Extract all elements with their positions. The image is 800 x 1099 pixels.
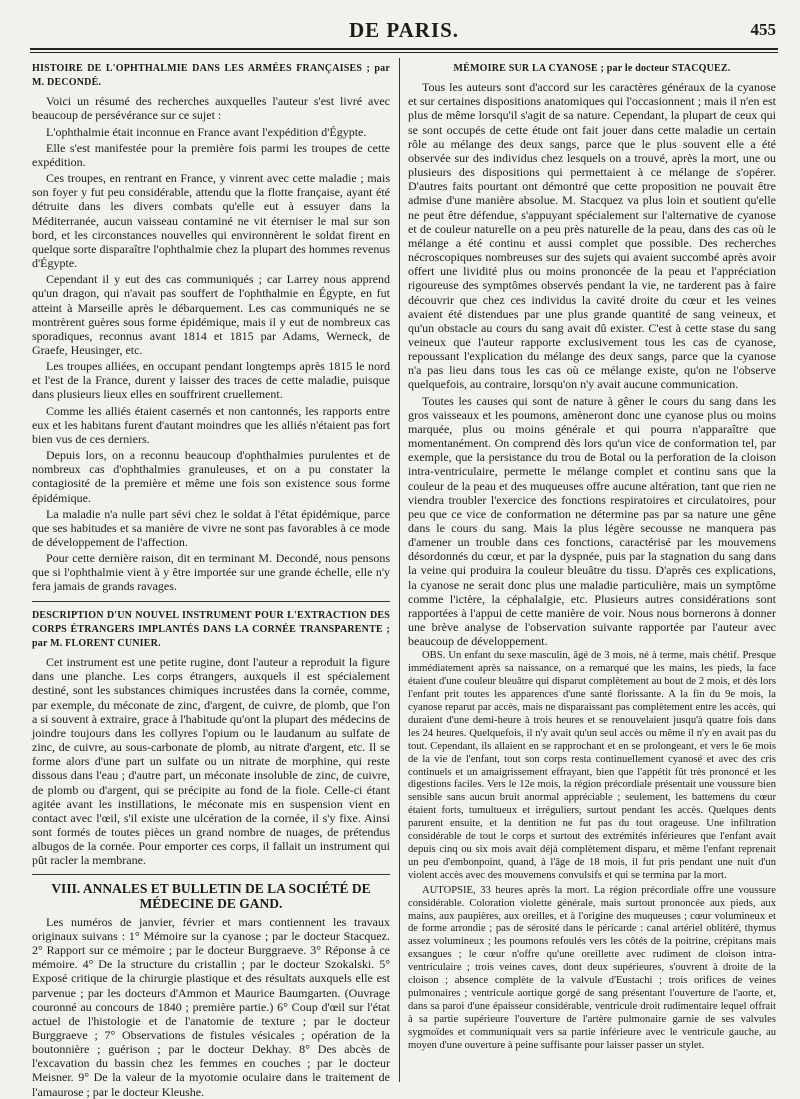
right-column <box>408 62 776 1084</box>
article-title-instrument: DESCRIPTION D'UN NOUVEL INSTRUMENT POUR L'EXTRACTION DES CORPS ÉTRANGERS IMPLANTÉS DANS LA CORNÉE TRANSPARENTE ; par M. FLORENT CUNIER. <box>32 609 390 649</box>
header-rule-thin <box>30 52 778 53</box>
column-divider <box>399 58 400 1082</box>
section-separator <box>32 601 390 602</box>
paragraph: Cependant il y eut des cas communiqués ; car Larrey nous apprend qu'un dragon, qui n'avait pas souffert de l'ophthalmie en Égypte, en fut atteint à Marseille après le débarquement. Les cas communiqués ne se montrèrent guères sous forme épidémique, mais il y eut de nombreux cas sporadiques, reconnus avant 1814 et 1815 par Adams, Werneck, de Graefe, Heusinger, etc. <box>32 272 390 357</box>
paragraph: Comme les alliés étaient casernés et non cantonnés, les rapports entre eux et les habitans furent d'autant moindres que les alliés n'étaient pas fort bien vus de ces derniers. <box>32 403 390 446</box>
paragraph: La maladie n'a nulle part sévi chez le soldat à l'état épidémique, parce que ses habitudes et sa manière de vivre ne sont pas favorables à ce mode de développement de l'affection. <box>32 506 390 549</box>
paragraph: Les troupes alliées, en occupant pendant longtemps après 1815 le nord et l'est de la France, durent y laisser des traces de cette maladie, puisque dans plusieurs lieux elles en souffrirent cruellement. <box>32 359 390 402</box>
paragraph: Ces troupes, en rentrant en France, y vinrent avec cette maladie ; mais son foyer y fut peu considérable, attendu que la flotte française, ayant été détruite dans les divers combats qu'elle eut à essuyer dans la Méditerranée, aucun vaisseau contaminé ne vit éterniser le mal sur son bord, et les circonstances nouvelles qui environnèrent le soldat firent en quelque sorte disparaître l'ophthalmie chez la plupart des hommes revenus d'Égypte. <box>32 171 390 271</box>
section-title-gand: VIII. ANNALES ET BULLETIN DE LA SOCIÉTÉ DE MÉDECINE DE GAND. <box>51 881 371 911</box>
running-title: DE PARIS. <box>348 18 460 42</box>
paragraph: Toutes les causes qui sont de nature à gêner le cours du sang dans les gros vaisseaux et les poumons, amèneront donc une cyanose plus ou moins marquée, plus ou moins générale et qui pourra n'apparaître que momentanément. On comprend dès lors qu'un vice de conformation tel, par exemple, que la persistance du trou de Botal ou la perforation de la cloison intra-ventriculaire, permette le mélange complet et continu sans que la couleur de la peau et des muqueuses offre aucune altération, tant que rien ne viendra troubler l'exercice des fonctions respiratoires et circulatoires, pour peu que ce vice de conformation ne détermine pas par sa nature une gêne dans le cours du sang. Mais la plus légère secousse ne manquera pas d'amener un trouble dans ces fonctions, caractérisé par les mouvemens désordonnés du cœur, et par la dyspnée, puis par la stagnation du sang dans la veine qui produira la couleur bleuâtre du tissu. D'après ces explications, la cyanose ne serait donc plus une maladie particulière, mais un symptôme comme l'ictère, la céphalalgie, etc. Plusieurs autres considérations sont rapportées à l'appui de cette manière de voir. Nous nous bornerons à donner une brève analyse de l'observation suivante rapportée par l'auteur avec beaucoup de développement. <box>408 393 776 649</box>
paragraph: Elle s'est manifestée pour la première fois parmi les troupes de cette expédition. <box>32 140 390 169</box>
page-header <box>30 16 778 46</box>
paragraph: Tous les auteurs sont d'accord sur les caractères généraux de la cyanose et sur certaines dispositions anatomiques qui l'occasionnent ; mais il n'en est plus de même lorsqu'il s'agit de sa nature. Cependant, la plupart de ceux qui se sont occupés de cette étude ont fait jouer dans cette maladie un certain rôle au mélange des deux sangs, parce que le plus souvent elle a été observée sur des individus chez lesquels on a trouvé, après la mort, une ou plusieurs des dispositions qui permettaient à ce mélange de s'opérer. D'autres faits pourtant ont démontré que cette proposition ne pouvait être admise d'une manière absolue. M. Stacquez va plus loin et soutient qu'elle ne peut être défendue, s'appuyant spécialement sur l'alternative de cyanose et de couleur naturelle on a peu près naturelle de la peau, dans des cas où le mélange a été continu et aussi complet que possible. Des recherches nécroscopiques nombreuses sur des sujets qui avaient succombé après avoir offert une lividité plus ou moins prononcée de la peau et l'appréciation rigoureuse des symptômes observés pendant la vie, ne tarderent pas à faire découvrir que chez ces individus la cavité droite du cœur et les veines avaient été distendues par une plus grande quantité de sang veineux, et qu'un obstacle au cours du sang avait dû exister. C'est à cette stase du sang veineux que l'auteur rapporte exclusivement tous les cas de cyanose, repoussant l'explication du mélange des deux sangs, parce que la cyanose n'a pas lieu dans tous les cas où ce mélange existe, qu'on ne l'observe quelquefois, au contraire, lorsqu'on n'y avait aucune communication. <box>408 80 776 392</box>
header-rule <box>30 48 778 50</box>
paragraph: Depuis lors, on a reconnu beaucoup d'ophthalmies purulentes et de nombreux cas d'ophthalmies granuleuses, et on a pu constater la contagiosité de la première et même une fois son existence sous forme épidémique. <box>32 448 390 505</box>
observation-paragraph: OBS. Un enfant du sexe masculin, âgé de 3 mois, né à terme, mais chétif. Presque immédiatement après sa naissance, on a remarqué que les mains, les pieds, la face étaient d'une couleur bleuâtre qui disparut complètement au bout de 2 mois, et dès lors l'enfant prit toutes les apparences d'une santé florissante. A la fin du 9e mois, la cyanose reparut par accès, mais ne disparaissant pas complètement entre les accès, qui duraient d'une demi-heure à trois heures et se renouvelaient jusqu'à quatre fois dans les 24 heures. Quelquefois, il n'y avait qu'un seul accès ou même il n'y en avait pas du tout. Cependant, ils allaient en se rapprochant et en se prolongeant, et vers le 6e mois de la vie de l'enfant, tout son corps resta continuellement cyanosé et avec des cris continuels et un amaigrissement effrayant, bien que l'appétit fût très prononcé et les digestions faciles. Vers le 12e mois, la région précordiale présentait une voussure bien sensible sans aucun bruit anormal appréciable ; seulement, les battemens du cœur étaient forts, tumultueux et irréguliers, surtout pendant les accès. Quelques dents parurent ensuite, et la dentition ne fut pas du tout orageuse. Une infiltration considérable de tout le corps et surtout des extrémités inférieures que l'enfant avait depuis cinq ou six mois avait déjà complètement disparu, et même l'enfant reprenait un peu d'embonpoint, quand, à l'âge de 18 mois, il fut pris pendant une nuit d'un violent accès avec des mouvemens convulsifs et qui se termina par la mort. <box>408 650 776 881</box>
paragraph: Voici un résumé des recherches auxquelles l'auteur s'est livré avec beaucoup de persévérance sur ce sujet : <box>32 94 390 123</box>
autopsy-paragraph: AUTOPSIE, 33 heures après la mort. La région précordiale offre une voussure considérable. Coloration violette générale, mais surtout prononcée aux pieds, aux mains, aux paupières, aux oreilles, et à l'origine des muqueuses ; cœur volumineux et de forme arrondie ; pas de sérosité dans le péricarde : canal artériel oblitéré, thymus assez volumineux ; les poumons refoulés vers les côtés de la poitrine, crépitans mais exsangues ; le cœur n'offre qu'une oreillette avec rudiment de cloison intra-ventriculaire ; trois veines caves, dont deux supérieures, s'ouvrent à droite de la cloison ; absence complète de la valvule d'Eustachi ; trois orifices de veines pulmonaires ; ventricule aortique gorgé de sang présentant l'ouverture de l'aorte, et, dans sa paroi d'une épaisseur considérable, ventricule droit rudimentaire lequel offrait à sa partie supérieure l'ouverture de l'artère pulmonaire garnie de ses valvules sygmoïdes et communiquait vers sa partie inférieure avec le ventricule gauche, au moyen d'une ouverture à peine suffisante pour laisser passer un stylet. <box>408 884 776 1051</box>
article-title-ophthalmie: HISTOIRE DE L'OPHTHALMIE DANS LES ARMÉES FRANÇAISES ; par M. DECONDÉ. <box>32 63 390 89</box>
paragraph: Cet instrument est une petite rugine, dont l'auteur a reproduit la figure dans une planche. Les corps étrangers, auxquels il est spécialement destiné, sont les substances chimiques incrustées dans la cornée, comme, par exemple, du méconate de zinc, d'argent, de cuivre, de plomb, que l'on a si souvent à extraire, grace à l'habitude qu'ont la plupart des médecins de joindre toujours dans les collyres l'opium ou le laudanum au sulfate de zinc, de cuivre, au sous-carbonate de plomb, au nitrate d'argent, etc. Il se forme alors d'une part un sulfate ou un nitrate de morphine, qui reste dissous dans l'eau ; d'autre part, un méconate insoluble de zinc, de cuivre, de plomb ou d'argent, qui se précipite au fond de la fiole. Celle-ci étant agitée avant les instillations, le méconate mis en suspension vient en contact avec l'œil, s'il existe une ulcération de la cornée, il s'y fixe. Ainsi sont formés de toutes pièces un grand nombre de nuages, de prétendus albugos de la cornée. Pour emporter ces corps, il fallait un instrument qui pût racler la membrane. <box>32 655 390 868</box>
page-number: 455 <box>750 20 776 39</box>
paragraph: L'ophthalmie était inconnue en France avant l'expédition d'Égypte. <box>46 124 367 139</box>
left-column <box>32 62 390 1099</box>
article-title-cyanose: MÉMOIRE SUR LA CYANOSE ; par le docteur STACQUEZ. <box>453 63 731 74</box>
section-separator <box>32 874 390 875</box>
paragraph: Pour cette dernière raison, dit en terminant M. Decondé, nous pensons que si l'ophthalmie vient à y être importée sur une grande échelle, elle n'y fera jamais de grands ravages. <box>32 551 390 594</box>
paragraph: Les numéros de janvier, février et mars contiennent les travaux originaux suivans : 1° Mémoire sur la cyanose ; par le docteur Stacquez. 2° Rapport sur ce mémoire ; par le docteur Burggraeve. 3° Réponse à ce mémoire. 4° De la structure du cristallin ; par le docteur Szokalski. 5° Exposé critique de la chirurgie plastique et des résultats auxquels elle est parvenue ; par les docteurs d'Ammon et Maurice Baumgarten. (Ouvrage couronné au concours de 1840 ; première partie.) 6° Coup d'œil sur l'état actuel de l'histologie et de l'anatomie de texture ; par le docteur Burggraeve ; 7° Observations de fistules vésicales ; opération de la boutonnière ; guérison ; par le docteur Dekhay. 8° Des abcès de l'excavation du bassin chez les femmes en couches ; par le docteur Meisner. 9° De la valeur de la myotomie oculaire dans le traitement de l'amaurose ; par le docteur Kleushe. <box>32 914 390 1099</box>
